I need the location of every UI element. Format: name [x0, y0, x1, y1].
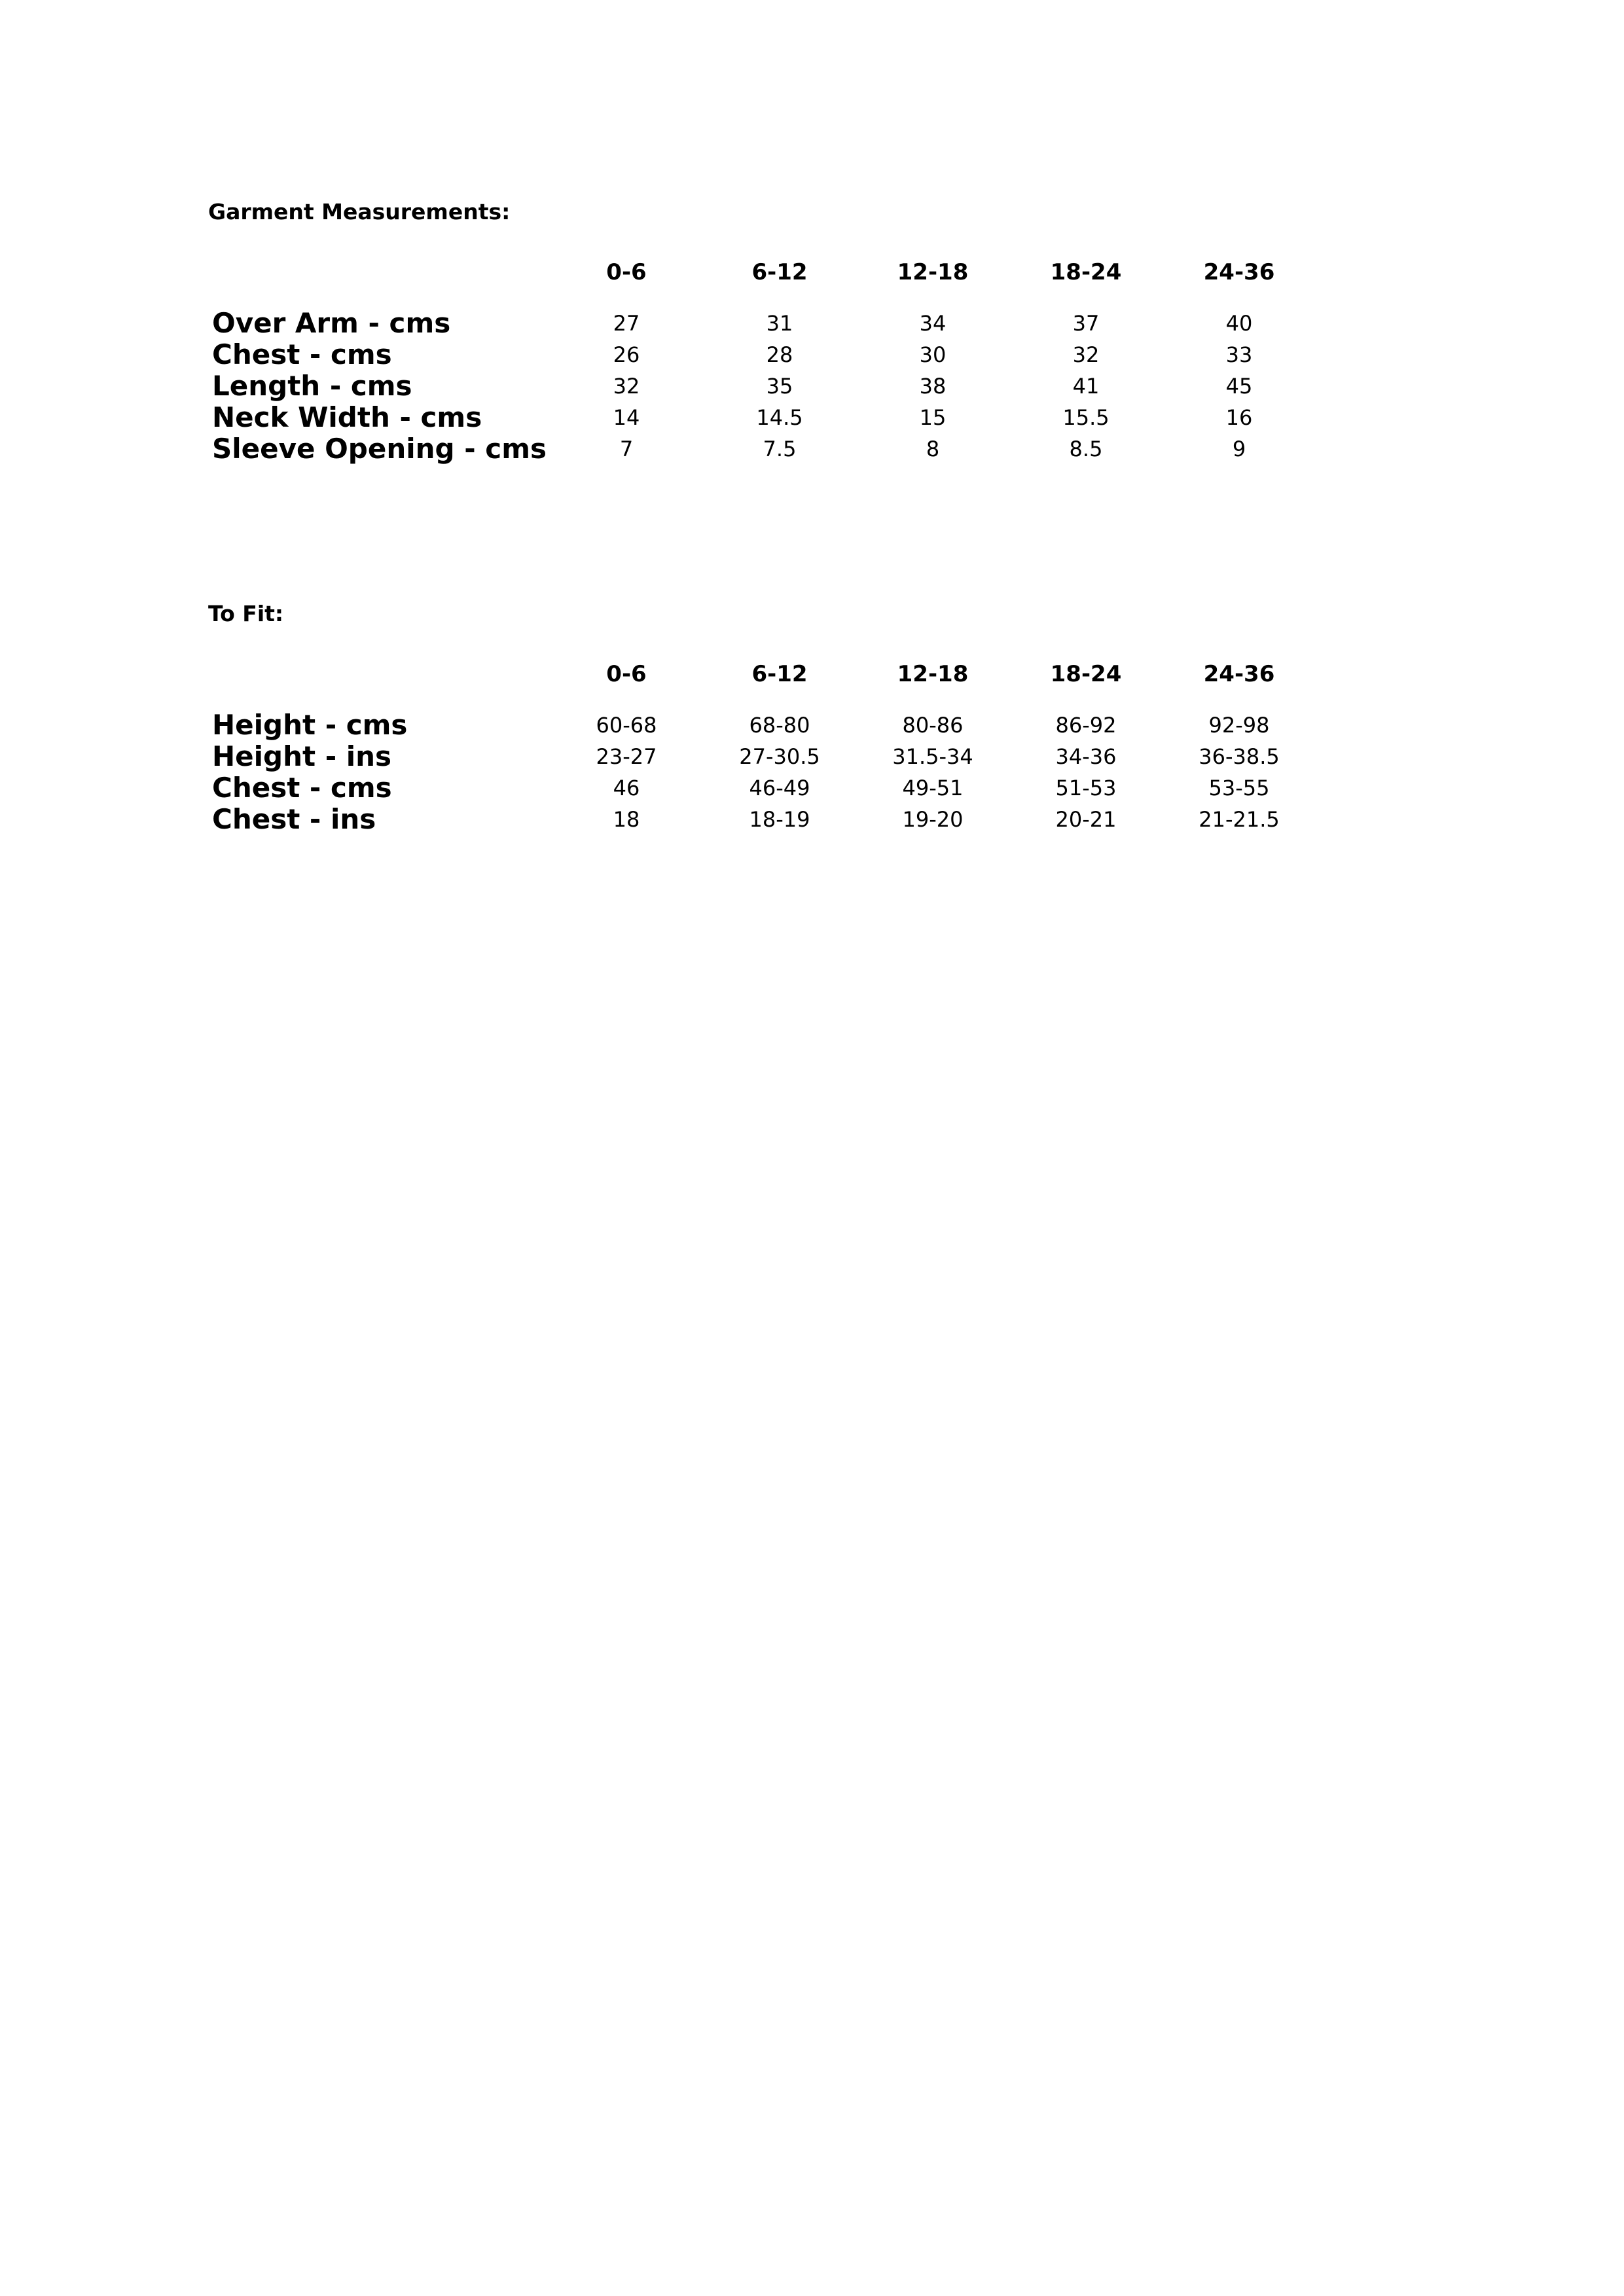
table-cell: 86-92 [1055, 713, 1117, 738]
table-cell: 33 [1225, 342, 1253, 367]
size-header: 0-6 [606, 259, 647, 285]
header-blank-cell [208, 259, 550, 308]
table-cell: 53-55 [1208, 776, 1270, 800]
table-cell: 32 [613, 374, 640, 399]
size-header: 24-36 [1203, 661, 1275, 687]
table-cell: 23-27 [596, 744, 657, 769]
table-cell: 30 [919, 342, 947, 367]
table-cell: 18-19 [749, 807, 810, 832]
table-cell: 46-49 [749, 776, 810, 800]
header-blank-cell [208, 661, 550, 709]
row-label: Chest - cms [212, 772, 392, 804]
table-cell: 60-68 [596, 713, 657, 738]
table-cell: 20-21 [1055, 807, 1117, 832]
table-cell: 7.5 [763, 437, 797, 461]
table-cell: 35 [766, 374, 793, 399]
table-cell: 8 [926, 437, 940, 461]
row-label: Chest - cms [212, 338, 392, 370]
table-cell: 14 [613, 405, 640, 430]
table-cell: 27 [613, 311, 640, 336]
table-cell: 92-98 [1208, 713, 1270, 738]
row-label: Height - cms [212, 709, 408, 741]
table-cell: 19-20 [902, 807, 964, 832]
row-label: Over Arm - cms [212, 307, 451, 339]
table-cell: 37 [1072, 311, 1100, 336]
table-row [208, 402, 1316, 433]
table-cell: 15.5 [1062, 405, 1110, 430]
garment-measurements-table [208, 259, 1316, 465]
size-header: 18-24 [1050, 259, 1122, 285]
table-cell: 34-36 [1055, 744, 1117, 769]
table-cell: 31.5-34 [892, 744, 973, 769]
table-cell: 68-80 [749, 713, 810, 738]
table-row [208, 804, 1316, 835]
to-fit-title: To Fit: [208, 601, 284, 626]
table-row [208, 709, 1316, 741]
table-cell: 7 [619, 437, 634, 461]
table-row [208, 772, 1316, 804]
table-cell: 21-21.5 [1199, 807, 1280, 832]
table-cell: 36-38.5 [1199, 744, 1280, 769]
table-cell: 14.5 [756, 405, 803, 430]
table-cell: 27-30.5 [739, 744, 820, 769]
table-cell: 18 [613, 807, 640, 832]
to-fit-table [208, 661, 1316, 835]
table-cell: 16 [1225, 405, 1253, 430]
table-cell: 15 [919, 405, 947, 430]
size-header: 12-18 [897, 259, 969, 285]
table-cell: 49-51 [902, 776, 964, 800]
size-header: 24-36 [1203, 259, 1275, 285]
row-label: Neck Width - cms [212, 401, 482, 433]
table-cell: 38 [919, 374, 947, 399]
table-cell: 9 [1232, 437, 1246, 461]
table-cell: 28 [766, 342, 793, 367]
row-label: Sleeve Opening - cms [212, 433, 547, 465]
table-cell: 40 [1225, 311, 1253, 336]
table-cell: 8.5 [1069, 437, 1103, 461]
row-label: Length - cms [212, 370, 412, 402]
size-header: 12-18 [897, 661, 969, 687]
size-header: 6-12 [751, 661, 808, 687]
table-row [208, 308, 1316, 339]
size-header-row [208, 259, 1316, 308]
table-cell: 31 [766, 311, 793, 336]
size-header: 0-6 [606, 661, 647, 687]
table-cell: 46 [613, 776, 640, 800]
table-cell: 51-53 [1055, 776, 1117, 800]
table-cell: 32 [1072, 342, 1100, 367]
table-cell: 80-86 [902, 713, 964, 738]
size-header: 6-12 [751, 259, 808, 285]
table-row [208, 339, 1316, 370]
row-label: Height - ins [212, 740, 392, 772]
size-header-row [208, 661, 1316, 709]
table-row [208, 741, 1316, 772]
table-cell: 45 [1225, 374, 1253, 399]
table-cell: 41 [1072, 374, 1100, 399]
table-cell: 34 [919, 311, 947, 336]
table-row [208, 370, 1316, 402]
size-header: 18-24 [1050, 661, 1122, 687]
row-label: Chest - ins [212, 803, 376, 835]
table-cell: 26 [613, 342, 640, 367]
garment-measurements-title: Garment Measurements: [208, 199, 511, 224]
table-row [208, 433, 1316, 465]
